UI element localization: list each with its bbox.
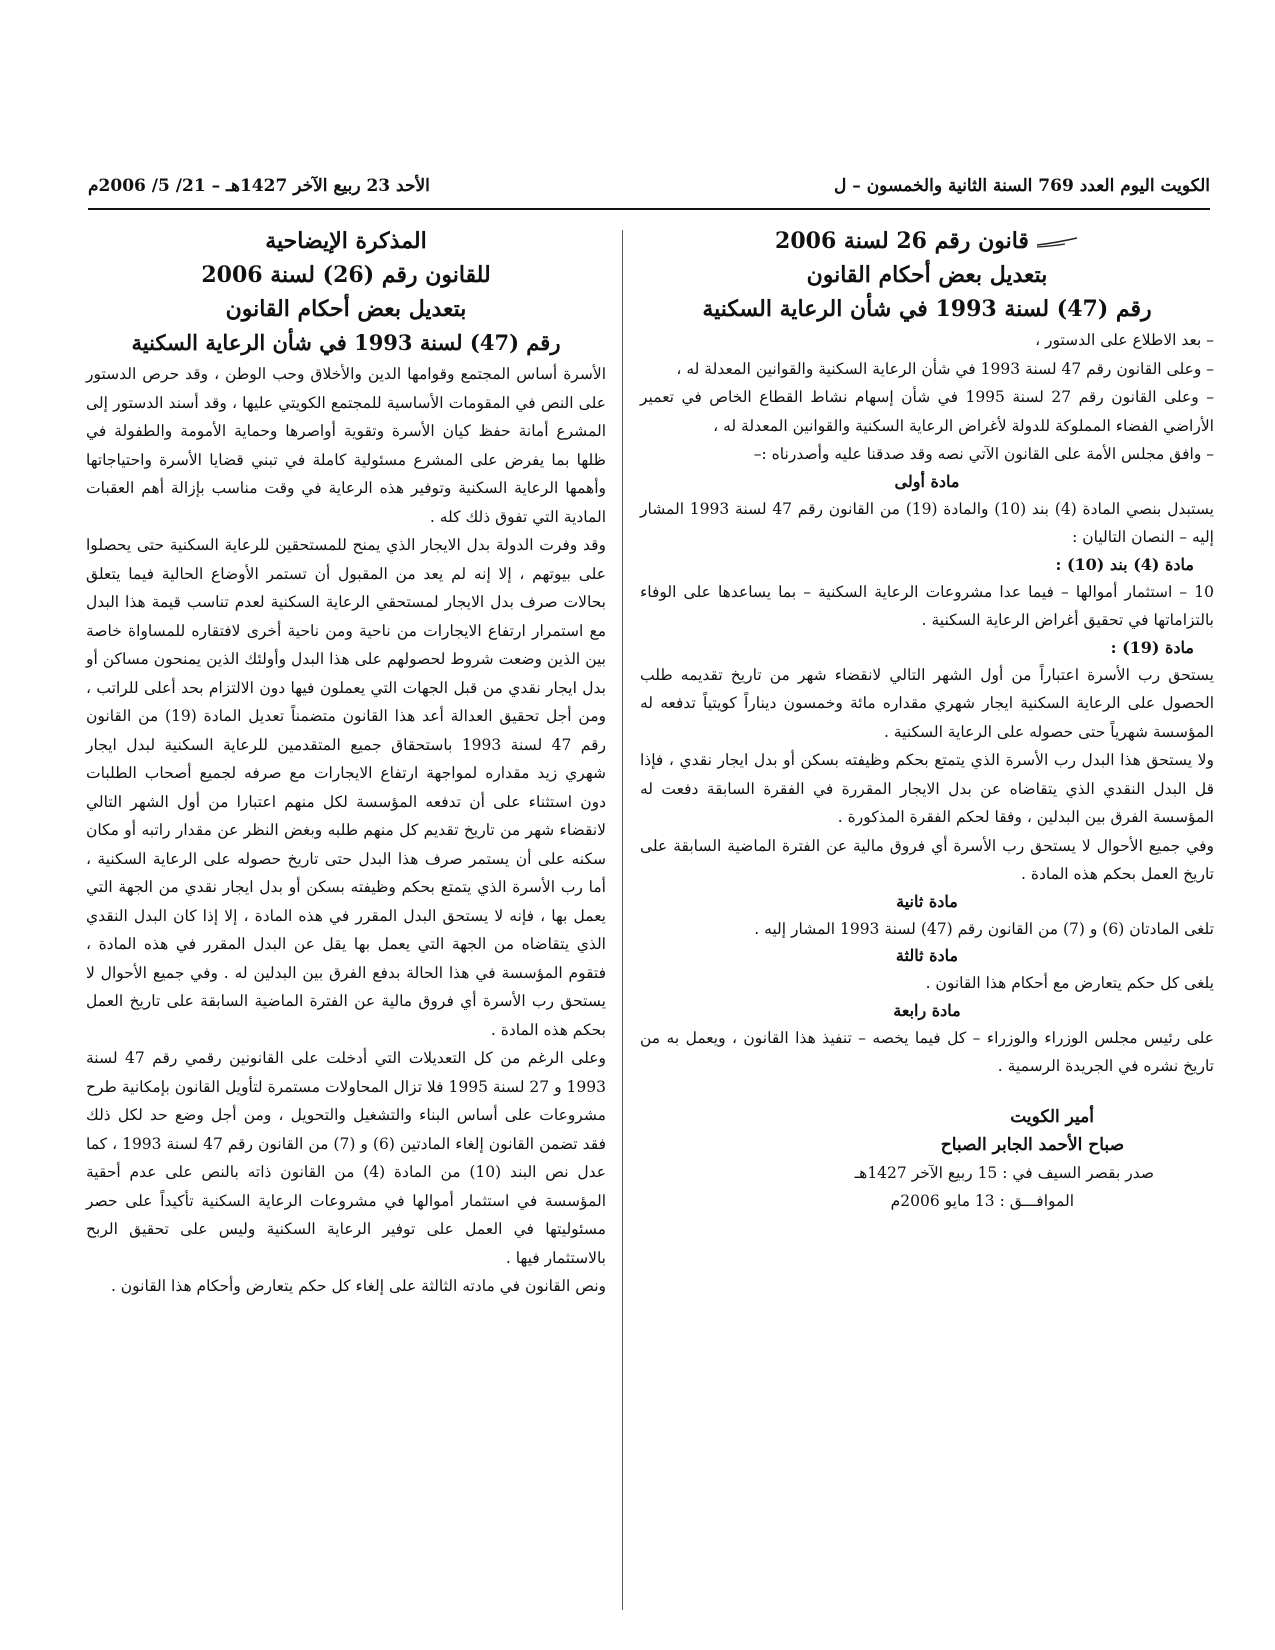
article-4-text: على رئيس مجلس الوزراء والوزراء – كل فيما يخصه – تنفيذ هذا القانون ، ويعمل به من تاريخ نشره في الجريدة الرسمية . <box>640 1028 1214 1075</box>
article-19-para-1: يستحق رب الأسرة اعتباراً من أول الشهر التالي لانقضاء شهر من تاريخ تقديمه طلب الحصول على الرعاية السكنية ايجار شهري مقداره مائة وخمسون ديناراً كويتياً تدفعه له المؤسسة شهرياً حتى حصوله على الرعاية السكنية . <box>640 665 1214 741</box>
memo-paragraph-4: ونص القانون في مادته الثالثة على إلغاء كل حكم يتعارض وأحكام هذا القانون . <box>110 1277 606 1295</box>
article-3-heading: مادة ثالثة <box>895 946 959 965</box>
memo-paragraph-1: الأسرة أساس المجتمع وقوامها الدين والأخلاق وحب الوطن ، وقد حرص الدستور على النص في المقومات الأساسية للمجتمع الكويتي عليها ، وقد أسند الدستور إلى المشرع أمانة حفظ كيان الأسرة وتقوية أواصرها وحماية الأمومة والطفولة في ظلها بما يفرض على المشرع مسئولية كاملة في تبني قضايا الأسرة واحتياجاتها وأهمها الرعاية السكنية وتوفير هذه الرعاية في وقت مناسب بإزالة أهم العقبات المادية التي تفوق ذلك كله . <box>86 365 606 526</box>
memo-title: المذكرة الإيضاحية <box>265 228 427 254</box>
signature-name: صباح الأحمد الجابر الصباح <box>940 1134 1124 1155</box>
law-title-number <box>640 224 1214 258</box>
memo-paragraph-3: وعلى الرغم من كل التعديلات التي أدخلت على القانونين رقمي رقم 47 لسنة 1993 و 27 لسنة 1995 فلا تزال المحاولات مستمرة لتأويل القانون بإمكانية طرح مشروعات على أساس البناء والتشغيل والتحويل ، ومن أجل وضع حد لكل ذلك فقد تضمن القانون إلغاء المادتين (6) و (7) من القانون رقم 47 لسنة 1993 ، كما عدل نص البند (10) من المادة (4) من القانون ذاته بالنص على عدم أحقية المؤسسة في استثمار أموالها في مشروعات الرعاية السكنية تأكيداً على حصر مسئوليتها في العمل على توفير الرعاية السكنية وليس على تحقيق الربح بالاستثمار فيها . <box>86 1049 607 1267</box>
header-rule <box>88 208 1210 210</box>
memo-title-law-number: للقانون رقم (26) لسنة 2006 <box>201 262 491 288</box>
article-3-text: يلغى كل حكم يتعارض مع أحكام هذا القانون . <box>925 974 1214 992</box>
article-4-heading: مادة رابعة <box>893 1000 961 1020</box>
law-column <box>640 224 1214 1215</box>
memo-title-reference: رقم (47) لسنة 1993 في شأن الرعاية السكنية <box>131 330 561 355</box>
issued-date-gregorian: الموافـــق : 13 مايو 2006م <box>890 1191 1074 1210</box>
check-mark-icon <box>1035 236 1079 248</box>
memo-paragraph-2: وقد وفرت الدولة بدل الايجار الذي يمنح للمستحقين للرعاية السكنية حتى يحصلوا على بيوتهم ، إلا إنه لم يعد من المقبول أن تستمر الأوضاع الحالية فيما يتعلق بحالات صرف بدل الايجار لمستحقي الرعاية السكنية لعدم تناسب قيمة هذا البدل مع استمرار ارتفاع الايجارات من ناحية ومن ناحية أخرى لافتقاره للمساواة خاصة بين الذين وضعت شروط لحصولهم على هذا البدل وأولئك الذين يمنحون مساكن أو بدل ايجار نقدي من قبل الجهات التي يعملون فيها دون الالتزام بحد أعلى للراتب ، ومن أجل تحقيق العدالة أعد هذا القانون متضمناً تعديل المادة (19) من القانون رقم 47 لسنة 1993 باستحقاق جميع المتقدمين للرعاية السكنية لبدل ايجار شهري زيد مقداره لمواجهة ارتفاع الايجارات مع صرفه لجميع أصحاب الطلبات دون استثناء على أن تدفعه المؤسسة لكل منهم اعتبارا من أول الشهر التالي لانقضاء شهر من تاريخ تقديم كل منهم طلبه وبغض النظر عن مقدار راتبه أو مكان سكنه على أن يستمر صرف هذا البدل حتى تاريخ حصوله على الرعاية السكنية ، أما رب الأسرة الذي يتمتع بحكم وظيفته بسكن أو بدل ايجار نقدي من الجهة التي يعمل بها ، فإنه لا يستحق البدل المقرر في هذه المادة ، إلا إذا كان البدل النقدي الذي يتقاضاه من الجهة التي يعمل بها يقل عن البدل المقرر في هذه المادة ، فتقوم المؤسسة في هذا الحالة بدفع الفرق بين البدلين له . وفي جميع الأحوال لا يستحق رب الأسرة أي فروق مالية عن الفترة الماضية السابقة على تاريخ العمل بحكم هذه المادة . <box>86 536 606 1039</box>
article-4-clause-10-text: 10 – استثمار أموالها – فيما عدا مشروعات الرعاية السكنية – بما يساعدها على الوفاء بالتزاماتها في تحقيق أغراض الرعاية السكنية . <box>640 582 1214 629</box>
signature-title: أمير الكويت <box>1010 1106 1094 1127</box>
article-1-text: يستبدل بنصي المادة (4) بند (10) والمادة (19) من القانون رقم 47 لسنة 1993 المشار إليه – النصان التاليان : <box>640 499 1214 546</box>
memo-title-subject: بتعديل بعض أحكام القانون <box>225 296 467 322</box>
article-2-heading: مادة ثانية <box>896 891 958 911</box>
article-2-text: تلغى المادتان (6) و (7) من القانون رقم (47) لسنة 1993 المشار إليه . <box>754 919 1214 938</box>
header-date: الأحد 23 ربيع الآخر 1427هـ – 21/ 5/ 2006م <box>88 176 430 196</box>
law-title-subject: بتعديل بعض أحكام القانون <box>806 262 1048 288</box>
article-19-heading: مادة (19) : <box>1110 637 1194 657</box>
column-divider <box>622 230 623 1610</box>
law-title-number-text: قانون رقم 26 لسنة 2006 <box>775 228 1029 254</box>
article-4-clause-10-heading: مادة (4) بند (10) : <box>1055 554 1194 574</box>
law-preamble-3: – وعلى القانون رقم 27 لسنة 1995 في شأن إسهام نشاط القطاع الخاص في تعمير الأراضي الفضاء المملوكة للدولة لأغراض الرعاية السكنية والقوانين المعدلة له ، <box>640 388 1215 435</box>
memo-column <box>86 224 606 1301</box>
header-issue-info: الكويت اليوم العدد 769 السنة الثانية والخمسون – ل <box>834 176 1210 196</box>
issued-date-hijri: صدر بقصر السيف في : 15 ربيع الآخر 1427هـ <box>854 1163 1154 1182</box>
law-preamble-1: – بعد الاطلاع على الدستور ، <box>1035 331 1214 349</box>
article-19-para-2: ولا يستحق هذا البدل رب الأسرة الذي يتمتع بحكم وظيفته بسكن أو بدل ايجار نقدي ، فإذا قل البدل النقدي الذي يتقاضاه عن بدل الايجار المقررة في الفقرة السابقة دفعت له المؤسسة الفرق بين البدلين ، وفقا لحكم الفقرة المذكورة . <box>640 751 1214 826</box>
law-preamble-2: – وعلى القانون رقم 47 لسنة 1993 في شأن الرعاية السكنية والقوانين المعدلة له ، <box>676 359 1214 378</box>
law-title-reference: رقم (47) لسنة 1993 في شأن الرعاية السكنية <box>702 296 1152 322</box>
page-header <box>88 176 1210 202</box>
article-19-para-3: وفي جميع الأحوال لا يستحق رب الأسرة أي فروق مالية عن الفترة الماضية السابقة على تاريخ العمل بحكم هذه المادة . <box>640 836 1214 883</box>
law-preamble-4: – وافق مجلس الأمة على القانون الآتي نصه وقد صدقنا عليه وأصدرناه :– <box>753 445 1214 463</box>
article-1-heading: مادة أولى <box>894 471 960 491</box>
